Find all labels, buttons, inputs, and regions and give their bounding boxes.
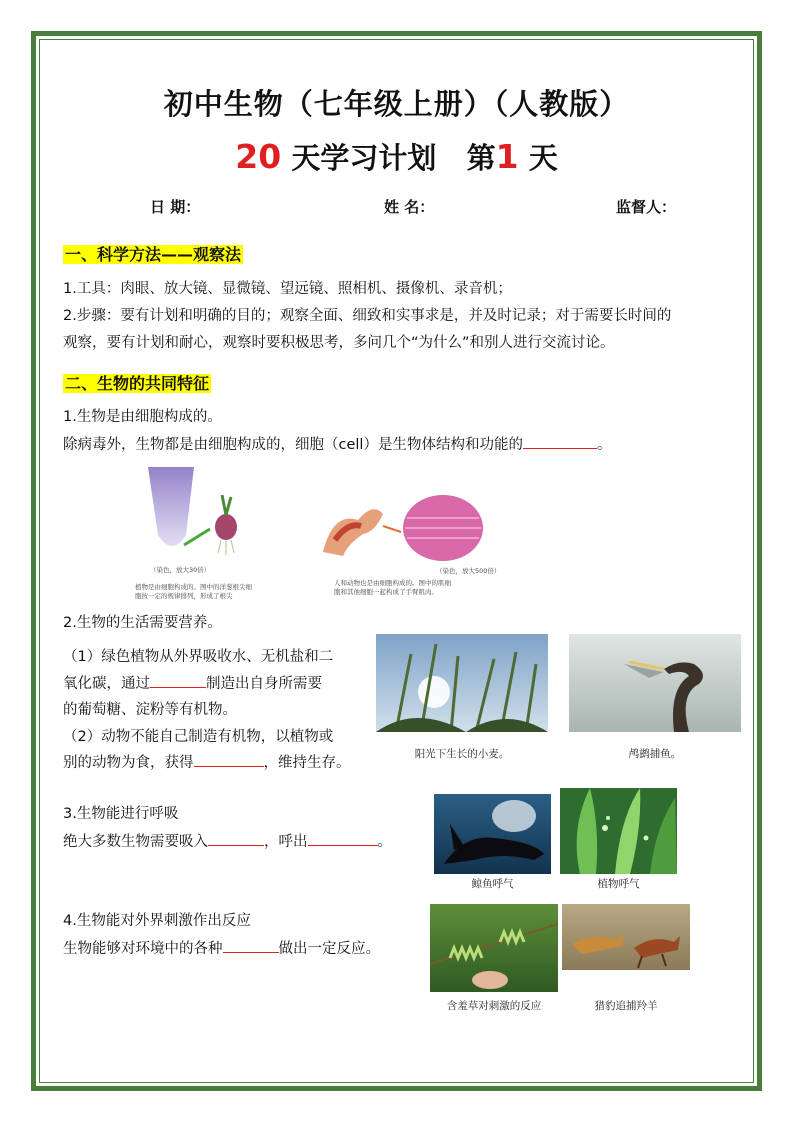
item4-text: 生物能够对环境中的各种 做出一定反应。: [63, 938, 380, 959]
steps-line2: 观察，要有计划和耐心，观察时要积极思考，多问几个“为什么”和别人进行交流讨论。: [63, 335, 615, 351]
cheetah-image: [562, 904, 690, 970]
img1-caption: 植物是由细胞构成的。图中的洋葱根尖细胞按一定的规律排列，形成了根尖: [135, 583, 252, 600]
section1-heading: 一、科学方法——观察法: [65, 245, 242, 264]
item2-body: （1）绿色植物从外界吸收水、无机盐和二 氧化碳，通过 制造出自身所需要 的葡萄糖、淀粉等有机物。 （2）动物不能自己制造有机物，以植物或 别的动物为食，获得 ，维持生存。: [63, 649, 351, 771]
plan-days-number: 20: [235, 137, 282, 176]
blank-co2: [308, 831, 378, 846]
plan-text: 天学习计划 第: [281, 141, 496, 175]
blank-oxygen: [208, 831, 264, 846]
onion-root-image: [136, 465, 256, 565]
supervisor-label: 监督人：: [616, 198, 677, 216]
item1-title: 1.生物是由细胞构成的。: [63, 409, 222, 425]
name-label: 姓 名：: [384, 198, 435, 216]
cheetah-caption: 猎豹追捕羚羊: [594, 1000, 658, 1012]
mimosa-image: [430, 904, 558, 992]
item2-title: 2.生物的生活需要营养。: [63, 615, 222, 631]
img1-label: （染色，放大30倍）: [150, 566, 211, 574]
item3-text: 绝大多数生物需要吸入 ，呼出 。: [63, 831, 392, 852]
day-text: 天: [528, 141, 558, 175]
cormorant-image: [569, 634, 741, 732]
plant-caption: 植物呼气: [597, 878, 640, 890]
mimosa-caption: 含羞草对刺激的反应: [446, 1000, 542, 1012]
page-title: 初中生物（七年级上册）（人教版）: [163, 87, 630, 121]
tools-text: 1.工具：肉眼、放大镜、显微镜、望远镜、照相机、摄像机、录音机；: [63, 281, 512, 297]
muscle-cell-image: [303, 492, 487, 564]
whale-image: [434, 794, 551, 874]
day-number: 1: [495, 137, 519, 176]
aquatic-plant-image: [560, 788, 677, 874]
item3-title: 3.生物能进行呼吸: [63, 806, 179, 822]
whale-caption: 鲸鱼呼气: [471, 878, 514, 890]
plan-title: [0, 136, 793, 177]
wheat-image: [376, 634, 548, 732]
blank-energy: [194, 752, 264, 767]
img2-label: （染色，放大500倍）: [436, 567, 501, 575]
item4-title: 4.生物能对外界刺激作出反应: [63, 913, 251, 929]
date-label: 日 期：: [150, 198, 201, 216]
wheat-caption: 阳光下生长的小麦。: [414, 748, 510, 760]
blank-cell-function: [523, 434, 597, 449]
item1-text: 除病毒外，生物都是由细胞构成的，细胞（cell）是生物体结构和功能的 。: [63, 434, 611, 455]
blank-photosynthesis: [150, 673, 206, 688]
blank-stimulus: [223, 938, 279, 953]
cormorant-caption: 鸬鹚捕鱼。: [628, 748, 682, 760]
section2-heading: 二、生物的共同特征: [65, 374, 210, 393]
img2-caption: 人和动物也是由细胞构成的。图中的肌细胞和其他细胞一起构成了手臂肌肉。: [334, 579, 451, 596]
steps-line1: 2.步骤：要有计划和明确的目的；观察全面、细致和实事求是，并及时记录；对于需要长时间的: [63, 308, 672, 324]
